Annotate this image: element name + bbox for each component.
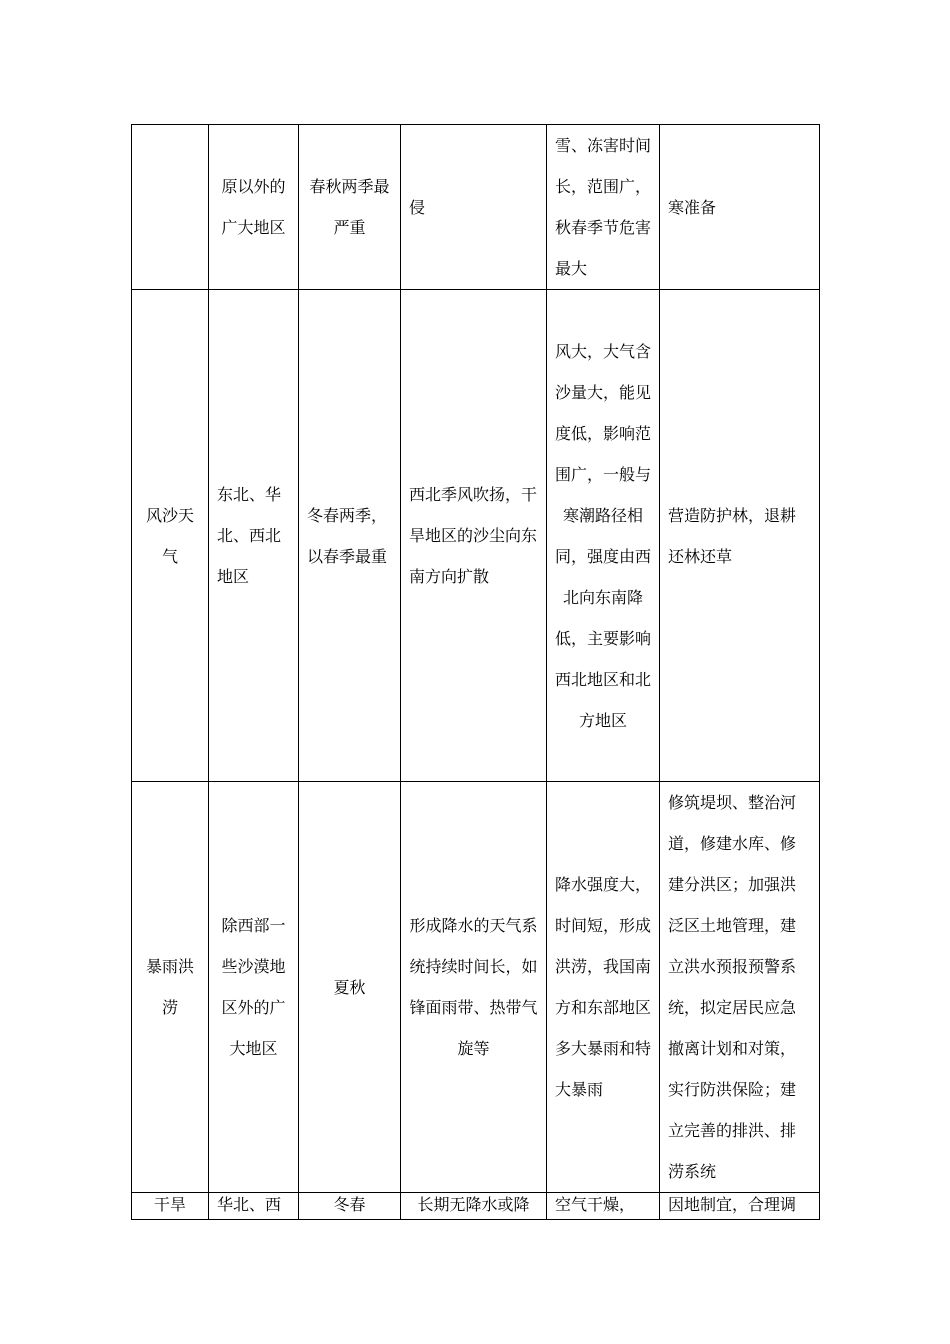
cell-type: [132, 1193, 209, 1220]
cell-text: 西北季风吹扬，干旱地区的沙尘向东南方向扩散: [409, 485, 538, 586]
cell-text: 因地制宜，合理调: [668, 1195, 797, 1214]
table-row: [132, 1193, 820, 1220]
cell-cause: [401, 1193, 547, 1220]
cell-cause: [401, 782, 547, 1193]
cell-effect: [547, 290, 660, 782]
cell-measures: [660, 290, 820, 782]
cell-text: 干旱: [153, 1195, 186, 1214]
cell-text: 形成降水的天气系统持续时间长，如锋面雨带、热带气旋等: [409, 916, 538, 1058]
cell-measures: [660, 125, 820, 290]
cell-effect: [547, 1193, 660, 1220]
cell-text: 风沙天气: [145, 505, 194, 566]
cell-season: [299, 125, 401, 290]
cell-effect: [547, 782, 660, 1193]
cell-text: 华北、西: [217, 1195, 282, 1214]
cell-text: 空气干燥，: [555, 1195, 636, 1214]
cell-measures: [660, 1193, 820, 1220]
cell-region: [209, 125, 299, 290]
cell-type: [132, 125, 209, 290]
cell-text: 夏秋: [333, 977, 366, 997]
cell-text: 修筑堤坝、整治河道，修建水库、修建分洪区；加强洪泛区土地管理，建立洪水预报预警系统，拟定居民应急撤离计划和对策，实行防洪保险；建立完善的排洪、排涝系统: [668, 793, 797, 1181]
cell-type: [132, 782, 209, 1193]
cell-text: 寒准备: [668, 197, 717, 217]
cell-cause: [401, 290, 547, 782]
cell-text: 风大，大气含沙量大，能见度低，影响范围广，一般与寒潮路径相同，强度由西北向东南降低，主要影响西北地区和北方地区: [555, 341, 652, 730]
cell-text: 降水强度大，时间短，形成洪涝，我国南方和东部地区多大暴雨和特大暴雨: [555, 875, 652, 1099]
cell-text: 东北、华北、西北地区: [217, 485, 282, 586]
cell-text: 除西部一些沙漠地区外的广大地区: [221, 916, 286, 1058]
cell-text: 原以外的广大地区: [221, 177, 286, 237]
cell-type: [132, 290, 209, 782]
cell-measures: [660, 782, 820, 1193]
cell-text: 营造防护林，退耕还林还草: [668, 505, 797, 566]
cell-text: 侵: [409, 197, 426, 217]
disaster-table: [131, 124, 820, 1220]
cell-text: 冬春两季，以春季最重: [307, 505, 388, 566]
cell-season: [299, 1193, 401, 1220]
table-row: [132, 782, 820, 1193]
table-row: [132, 125, 820, 290]
cell-region: [209, 782, 299, 1193]
cell-text: 长期无降水或降: [417, 1195, 530, 1214]
cell-text: 雪、冻害时间长，范围广，秋春季节危害最大: [555, 136, 652, 278]
cell-cause: [401, 125, 547, 290]
cell-season: [299, 290, 401, 782]
cell-text: 春秋两季最严重: [309, 177, 390, 237]
cell-effect: [547, 125, 660, 290]
table-row: [132, 290, 820, 782]
cell-text: 冬春: [333, 1195, 366, 1214]
cell-text: 暴雨洪涝: [145, 957, 194, 1017]
cell-region: [209, 290, 299, 782]
cell-season: [299, 782, 401, 1193]
cell-region: [209, 1193, 299, 1220]
